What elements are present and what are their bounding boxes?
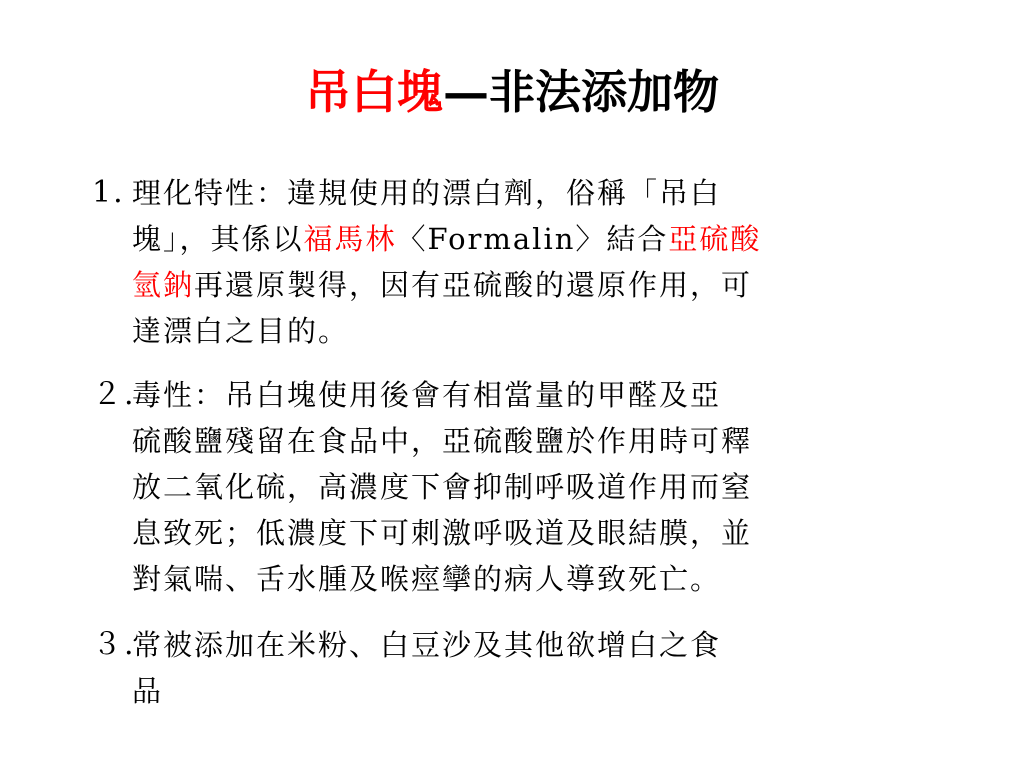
item-text: 息致死；低濃度下可刺激呼吸道及眼結膜，並 <box>132 516 753 550</box>
item-text: 毒性：吊白塊使用後會有相當量的甲醛及亞 <box>132 378 722 412</box>
item-line <box>92 510 932 556</box>
item-text: 放二氧化硫，高濃度下會抑制呼吸道作用而窒 <box>132 470 753 504</box>
list-item-2 <box>92 372 932 602</box>
item-text: 〈Formalin〉結合 <box>396 222 669 256</box>
item-line <box>92 372 932 418</box>
item-text: 再還原製得，因有亞硫酸的還原作用，可 <box>194 268 753 302</box>
item-text: 理化特性：違規使用的漂白劑，俗稱「吊白 <box>132 176 722 210</box>
item-line <box>92 464 932 510</box>
item-text: 達漂白之目的。 <box>132 314 350 348</box>
item-text: 對氣喘、舌水腫及喉痙攣的病人導致死亡。 <box>132 562 722 596</box>
item-text-highlight: 亞硫酸 <box>668 222 762 256</box>
item-text: 硫酸鹽殘留在食品中，亞硫酸鹽於作用時可釋 <box>132 424 753 458</box>
list-item-1 <box>92 170 932 354</box>
item-line <box>92 170 932 216</box>
item-line <box>92 418 932 464</box>
item-line <box>92 668 932 714</box>
slide-title <box>0 62 1024 122</box>
item-line <box>92 308 932 354</box>
item-number: ２. <box>92 377 136 412</box>
item-text-highlight: 氫鈉 <box>132 268 195 302</box>
item-number: ３. <box>92 627 136 662</box>
item-line <box>92 216 932 262</box>
item-text: 塊」，其係以 <box>132 222 304 256</box>
item-text-highlight: 福馬林 <box>303 222 397 256</box>
item-number: 1. <box>92 175 125 210</box>
item-line <box>92 556 932 602</box>
item-text: 常被添加在米粉、白豆沙及其他欲增白之食 <box>132 628 722 662</box>
item-line <box>92 622 932 668</box>
title-highlight: 吊白塊 <box>305 65 443 119</box>
title-rest: —非法添加物 <box>443 65 719 119</box>
item-text: 品 <box>132 674 164 708</box>
list-item-3 <box>92 622 932 714</box>
item-line <box>92 262 932 308</box>
